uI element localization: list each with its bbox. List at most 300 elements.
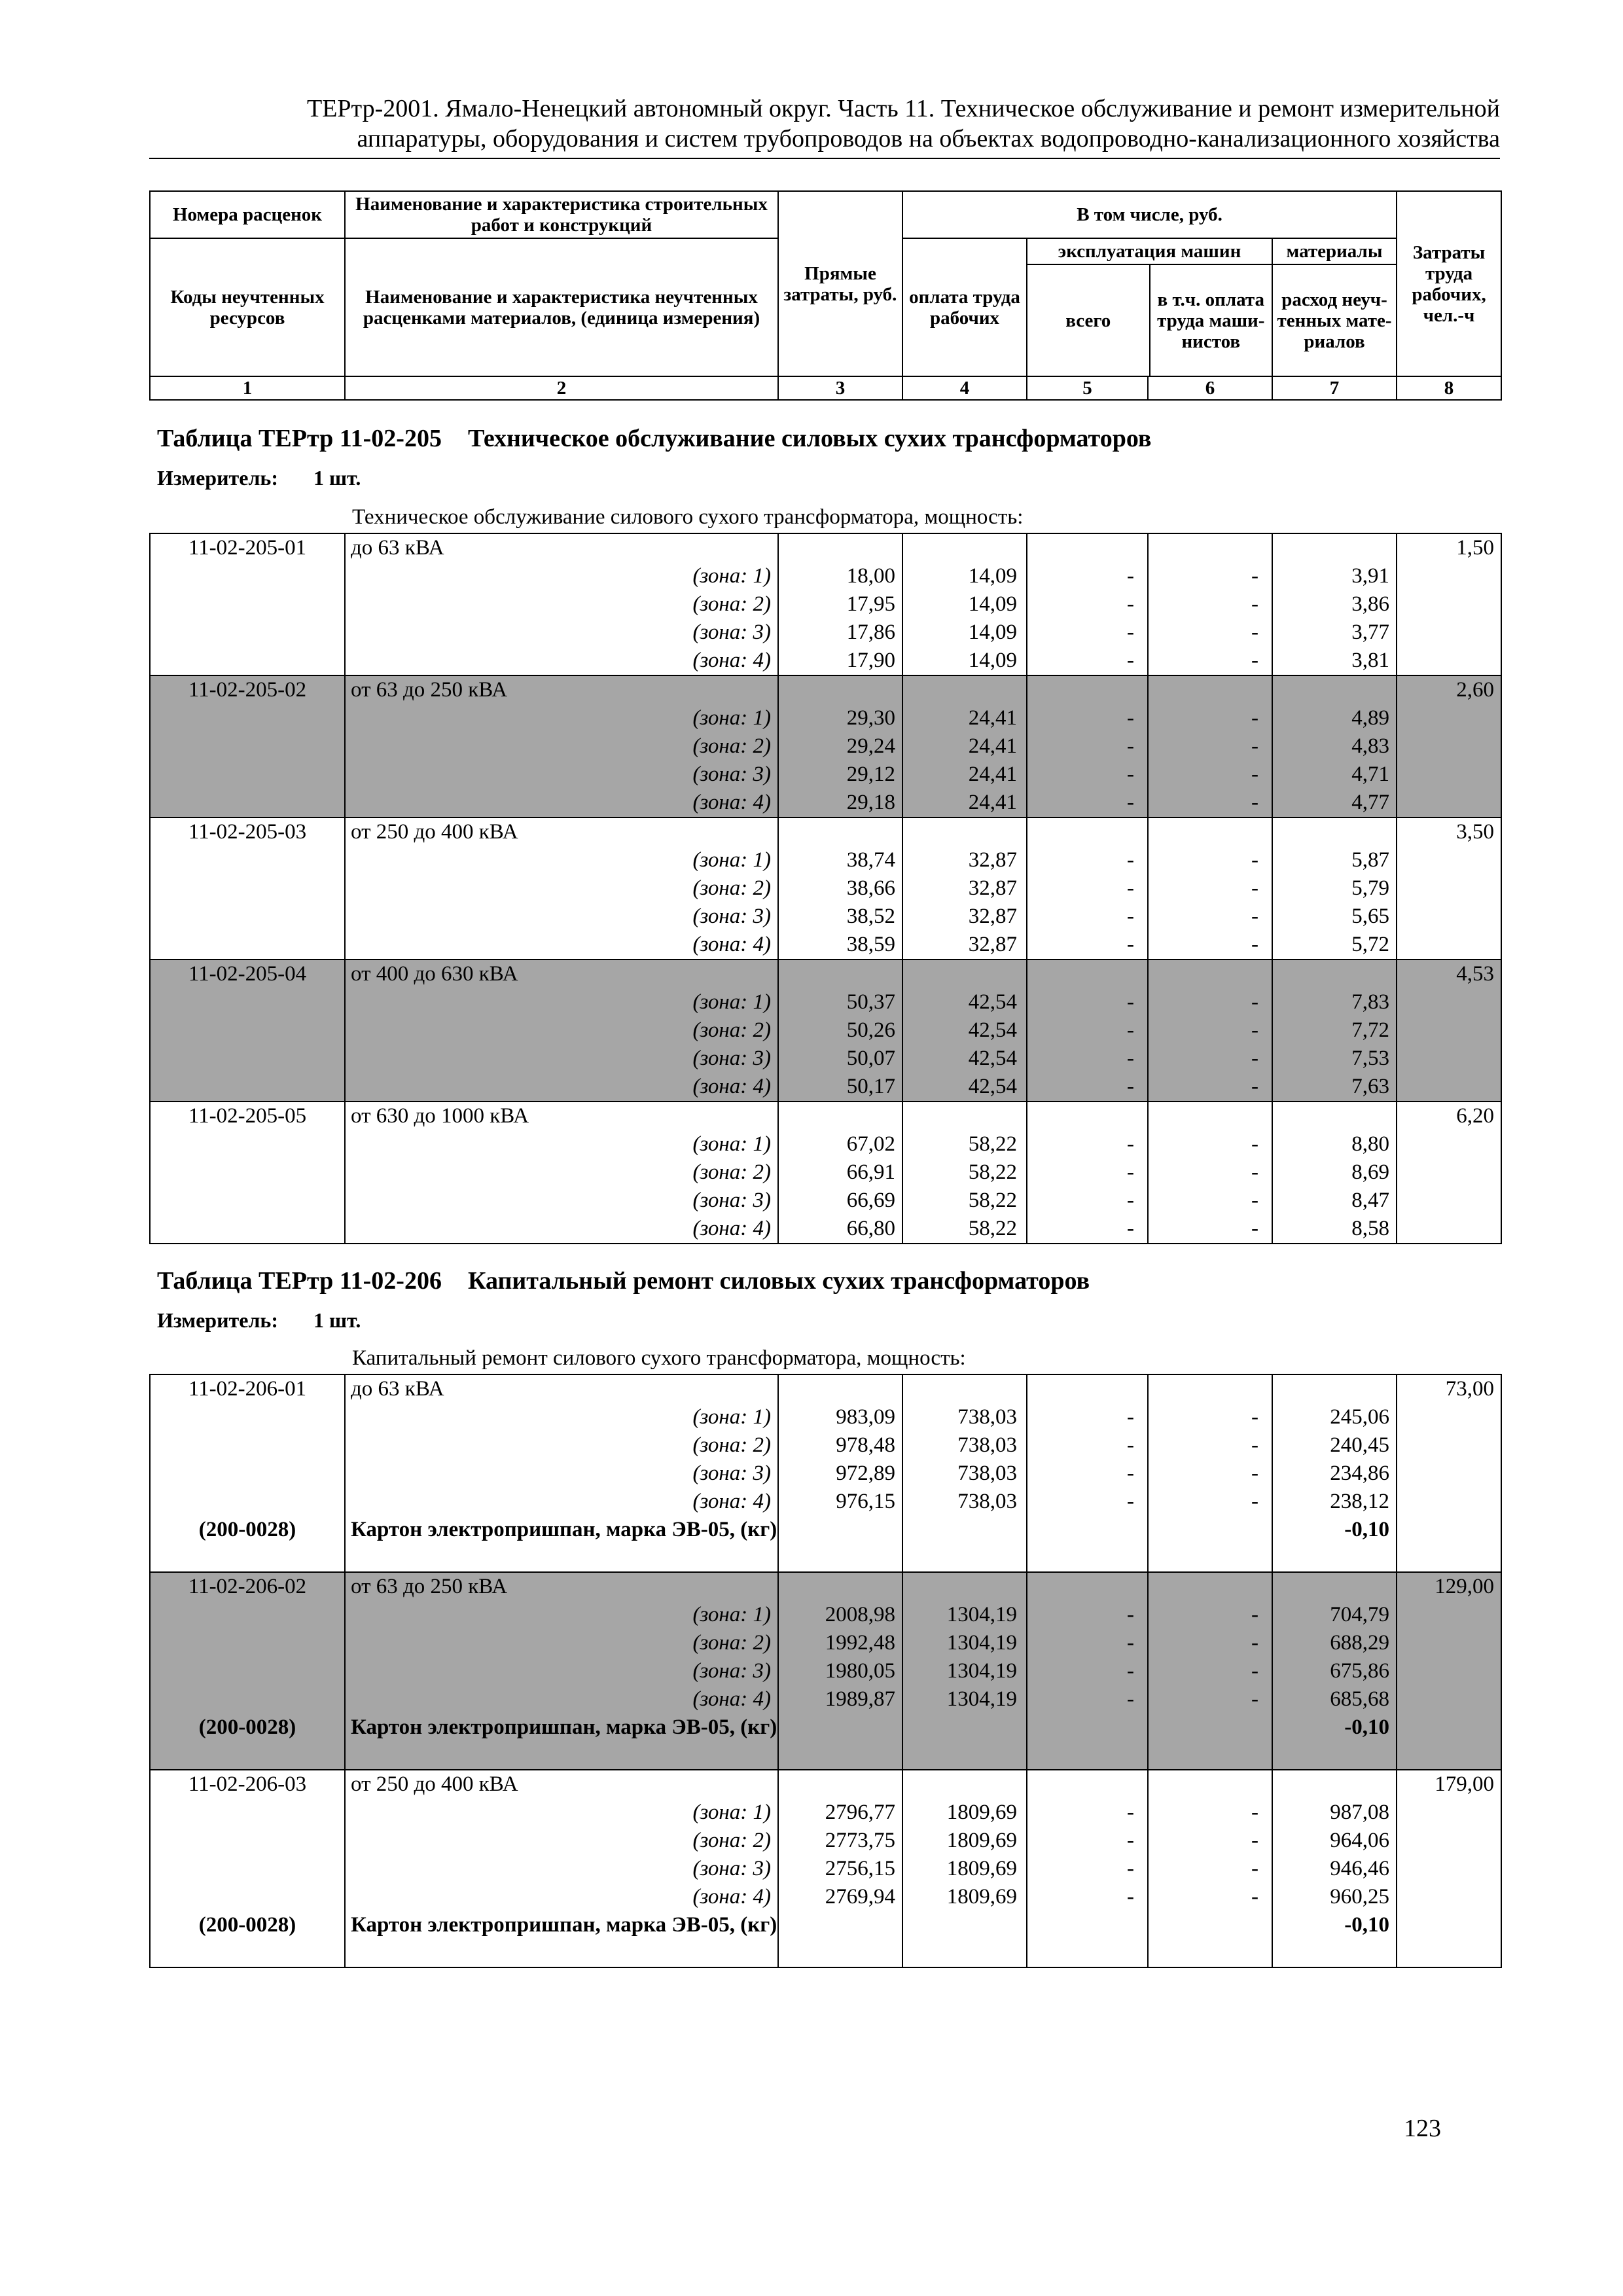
empty-cell bbox=[150, 1827, 345, 1855]
table-205-code: Таблица ТЕРтр 11-02-205 bbox=[157, 425, 442, 452]
labor-pay: 14,09 bbox=[902, 647, 1027, 675]
machine-total: - bbox=[1027, 1158, 1148, 1187]
materials: 245,06 bbox=[1272, 1403, 1397, 1431]
machine-labor: - bbox=[1148, 1158, 1272, 1187]
materials: 240,45 bbox=[1272, 1431, 1397, 1460]
materials: 8,58 bbox=[1272, 1215, 1397, 1244]
materials: 8,80 bbox=[1272, 1130, 1397, 1158]
labor-pay: 1304,19 bbox=[902, 1629, 1027, 1657]
direct-costs: 1980,05 bbox=[778, 1657, 902, 1685]
empty-cell bbox=[150, 1431, 345, 1460]
empty-cell bbox=[150, 1460, 345, 1488]
rate-row bbox=[150, 1102, 1501, 1130]
labor-pay: 42,54 bbox=[902, 988, 1027, 1016]
empty-cell bbox=[150, 789, 345, 817]
empty-cell bbox=[150, 761, 345, 789]
labor-pay: 1809,69 bbox=[902, 1855, 1027, 1883]
direct-costs: 978,48 bbox=[778, 1431, 902, 1460]
zone-label: (зона: 3) bbox=[345, 1657, 778, 1685]
zone-row bbox=[150, 1601, 1501, 1629]
materials: 675,86 bbox=[1272, 1657, 1397, 1685]
labor-pay: 24,41 bbox=[902, 761, 1027, 789]
table-206-intro: Капитальный ремонт силового сухого трансформатора, мощность: bbox=[352, 1346, 966, 1370]
header-line-2: аппаратуры, оборудования и систем трубопроводов на объектах водопроводно-канализационного хозяйства bbox=[357, 125, 1500, 152]
machine-labor: - bbox=[1148, 1073, 1272, 1102]
empty-cell bbox=[1027, 533, 1148, 562]
machine-labor: - bbox=[1148, 1016, 1272, 1045]
empty-cell bbox=[778, 1374, 902, 1403]
empty-cell bbox=[1148, 1102, 1272, 1130]
material-name: Картон электропришпан, марка ЭВ-05, (кг) bbox=[345, 1911, 778, 1967]
rate-row bbox=[150, 533, 1501, 562]
zone-label: (зона: 3) bbox=[345, 619, 778, 647]
col-rate-numbers: Номера расценок bbox=[150, 191, 345, 238]
labor-pay: 58,22 bbox=[902, 1158, 1027, 1187]
rate-name: от 63 до 250 кВА bbox=[345, 1572, 778, 1601]
rate-row bbox=[150, 1572, 1501, 1601]
empty-cell bbox=[1148, 1374, 1272, 1403]
col-number: 3 bbox=[778, 376, 902, 400]
zone-label: (зона: 3) bbox=[345, 761, 778, 789]
resource-code: (200-0028) bbox=[150, 1911, 345, 1967]
table-205-body bbox=[150, 533, 1501, 1244]
empty-cell bbox=[1397, 1073, 1501, 1102]
empty-cell bbox=[1027, 1102, 1148, 1130]
empty-cell bbox=[150, 647, 345, 675]
zone-row bbox=[150, 704, 1501, 732]
rate-code: 11-02-206-02 bbox=[150, 1572, 345, 1601]
empty-cell bbox=[150, 590, 345, 619]
machine-labor: - bbox=[1148, 1215, 1272, 1244]
zone-row bbox=[150, 590, 1501, 619]
empty-cell bbox=[778, 960, 902, 988]
machine-labor: - bbox=[1148, 1488, 1272, 1516]
col-number: 5 bbox=[1027, 376, 1148, 400]
zone-row bbox=[150, 874, 1501, 903]
empty-cell bbox=[902, 1102, 1027, 1130]
labor-pay: 32,87 bbox=[902, 874, 1027, 903]
empty-cell bbox=[1148, 533, 1272, 562]
col-resource-codes: Коды неучтенных ресурсов bbox=[150, 238, 345, 376]
empty-cell bbox=[150, 1215, 345, 1244]
empty-cell bbox=[1397, 1158, 1501, 1187]
rate-row bbox=[150, 1374, 1501, 1403]
materials: 5,65 bbox=[1272, 903, 1397, 931]
labor-pay: 1809,69 bbox=[902, 1799, 1027, 1827]
col-materials: материалы bbox=[1273, 239, 1396, 264]
labor-pay: 1304,19 bbox=[902, 1685, 1027, 1713]
empty-cell bbox=[778, 1911, 902, 1967]
direct-costs: 17,86 bbox=[778, 619, 902, 647]
empty-cell bbox=[1397, 1488, 1501, 1516]
empty-cell bbox=[150, 732, 345, 761]
materials: 4,83 bbox=[1272, 732, 1397, 761]
empty-cell bbox=[1027, 1770, 1148, 1799]
header-rule bbox=[149, 158, 1500, 159]
labor-pay: 738,03 bbox=[902, 1488, 1027, 1516]
column-header-table bbox=[149, 190, 1502, 401]
rate-row bbox=[150, 960, 1501, 988]
empty-cell bbox=[778, 533, 902, 562]
labor-pay: 42,54 bbox=[902, 1016, 1027, 1045]
direct-costs: 983,09 bbox=[778, 1403, 902, 1431]
machine-labor: - bbox=[1148, 1431, 1272, 1460]
col-machine-labor: в т.ч. оплата труда маши-нистов bbox=[1157, 289, 1265, 352]
empty-cell bbox=[150, 1130, 345, 1158]
machine-labor: - bbox=[1148, 619, 1272, 647]
zone-row bbox=[150, 1130, 1501, 1158]
direct-costs: 2756,15 bbox=[778, 1855, 902, 1883]
machine-total: - bbox=[1027, 1431, 1148, 1460]
empty-cell bbox=[1272, 817, 1397, 846]
empty-cell bbox=[1397, 1403, 1501, 1431]
rate-name: от 630 до 1000 кВА bbox=[345, 1102, 778, 1130]
machine-total: - bbox=[1027, 1488, 1148, 1516]
zone-label: (зона: 1) bbox=[345, 1130, 778, 1158]
materials: 946,46 bbox=[1272, 1855, 1397, 1883]
direct-costs: 17,95 bbox=[778, 590, 902, 619]
machine-total: - bbox=[1027, 1685, 1148, 1713]
empty-cell bbox=[1397, 1215, 1501, 1244]
empty-cell bbox=[1397, 1016, 1501, 1045]
col-work-name: Наименование и характеристика строительных работ и конструкций bbox=[345, 191, 778, 238]
zone-row bbox=[150, 1460, 1501, 1488]
rate-row bbox=[150, 817, 1501, 846]
direct-costs: 67,02 bbox=[778, 1130, 902, 1158]
material-row bbox=[150, 1713, 1501, 1770]
empty-cell bbox=[150, 1016, 345, 1045]
zone-row bbox=[150, 1488, 1501, 1516]
zone-row bbox=[150, 1215, 1501, 1244]
table-206 bbox=[149, 1374, 1502, 1968]
table-206-unit bbox=[157, 1308, 361, 1333]
machine-labor: - bbox=[1148, 1883, 1272, 1911]
machine-total: - bbox=[1027, 1855, 1148, 1883]
zone-row bbox=[150, 761, 1501, 789]
empty-cell bbox=[1397, 874, 1501, 903]
rate-name: от 250 до 400 кВА bbox=[345, 1770, 778, 1799]
rate-code: 11-02-205-05 bbox=[150, 1102, 345, 1130]
rate-name: до 63 кВА bbox=[345, 533, 778, 562]
labor-costs: 1,50 bbox=[1397, 533, 1501, 562]
machine-total: - bbox=[1027, 903, 1148, 931]
materials: 704,79 bbox=[1272, 1601, 1397, 1629]
col-number: 7 bbox=[1272, 376, 1397, 400]
empty-cell bbox=[1397, 1460, 1501, 1488]
machine-total: - bbox=[1027, 1016, 1148, 1045]
machine-labor: - bbox=[1148, 1130, 1272, 1158]
zone-label: (зона: 3) bbox=[345, 1045, 778, 1073]
materials: 960,25 bbox=[1272, 1883, 1397, 1911]
empty-cell bbox=[1148, 1516, 1272, 1572]
empty-cell bbox=[150, 1685, 345, 1713]
empty-cell bbox=[150, 1158, 345, 1187]
labor-pay: 24,41 bbox=[902, 704, 1027, 732]
table-205-heading bbox=[157, 424, 1151, 453]
col-materials-unaccounted: расход неуч-тенных мате-риалов bbox=[1277, 289, 1392, 352]
table-206-heading bbox=[157, 1266, 1090, 1295]
zone-label: (зона: 4) bbox=[345, 1073, 778, 1102]
empty-cell bbox=[778, 1572, 902, 1601]
page-number: 123 bbox=[1404, 2115, 1441, 2142]
zone-label: (зона: 2) bbox=[345, 1158, 778, 1187]
col-labor-pay: оплата труда рабочих bbox=[902, 238, 1027, 376]
machine-labor: - bbox=[1148, 1657, 1272, 1685]
machine-total: - bbox=[1027, 789, 1148, 817]
labor-pay: 738,03 bbox=[902, 1460, 1027, 1488]
machine-labor: - bbox=[1148, 732, 1272, 761]
zone-row bbox=[150, 1431, 1501, 1460]
materials: 3,86 bbox=[1272, 590, 1397, 619]
zone-row bbox=[150, 647, 1501, 675]
materials: 8,69 bbox=[1272, 1158, 1397, 1187]
empty-cell bbox=[150, 846, 345, 874]
empty-cell bbox=[1027, 1713, 1148, 1770]
empty-cell bbox=[150, 1883, 345, 1911]
unit-value: 1 шт. bbox=[313, 466, 361, 490]
zone-row bbox=[150, 1158, 1501, 1187]
col-including: В том числе, руб. bbox=[902, 191, 1397, 238]
rate-name: до 63 кВА bbox=[345, 1374, 778, 1403]
machine-total: - bbox=[1027, 1045, 1148, 1073]
machine-total: - bbox=[1027, 874, 1148, 903]
empty-cell bbox=[1397, 619, 1501, 647]
materials: 238,12 bbox=[1272, 1488, 1397, 1516]
empty-cell bbox=[902, 1911, 1027, 1967]
direct-costs: 18,00 bbox=[778, 562, 902, 590]
rate-name: от 250 до 400 кВА bbox=[345, 817, 778, 846]
labor-costs: 2,60 bbox=[1397, 675, 1501, 704]
empty-cell bbox=[1397, 1883, 1501, 1911]
empty-cell bbox=[1397, 1827, 1501, 1855]
table-206-title: Капитальный ремонт силовых сухих трансформаторов bbox=[467, 1267, 1090, 1295]
materials: 5,79 bbox=[1272, 874, 1397, 903]
zone-label: (зона: 3) bbox=[345, 1855, 778, 1883]
zone-row bbox=[150, 1657, 1501, 1685]
rate-code: 11-02-206-01 bbox=[150, 1374, 345, 1403]
labor-pay: 32,87 bbox=[902, 846, 1027, 874]
empty-cell bbox=[1148, 1713, 1272, 1770]
direct-costs: 17,90 bbox=[778, 647, 902, 675]
page-header bbox=[149, 94, 1500, 154]
empty-cell bbox=[150, 1073, 345, 1102]
empty-cell bbox=[150, 1629, 345, 1657]
empty-cell bbox=[150, 619, 345, 647]
direct-costs: 2773,75 bbox=[778, 1827, 902, 1855]
empty-cell bbox=[150, 874, 345, 903]
direct-costs: 1992,48 bbox=[778, 1629, 902, 1657]
empty-cell bbox=[1272, 1770, 1397, 1799]
labor-pay: 1809,69 bbox=[902, 1827, 1027, 1855]
machine-total: - bbox=[1027, 619, 1148, 647]
machine-labor: - bbox=[1148, 1403, 1272, 1431]
direct-costs: 2769,94 bbox=[778, 1883, 902, 1911]
empty-cell bbox=[1397, 1516, 1501, 1572]
empty-cell bbox=[1397, 761, 1501, 789]
machine-labor: - bbox=[1148, 846, 1272, 874]
materials: 987,08 bbox=[1272, 1799, 1397, 1827]
empty-cell bbox=[150, 704, 345, 732]
empty-cell bbox=[778, 817, 902, 846]
rate-code: 11-02-206-03 bbox=[150, 1770, 345, 1799]
col-number: 1 bbox=[150, 376, 345, 400]
zone-label: (зона: 4) bbox=[345, 1883, 778, 1911]
zone-label: (зона: 4) bbox=[345, 931, 778, 960]
zone-label: (зона: 1) bbox=[345, 1601, 778, 1629]
zone-label: (зона: 2) bbox=[345, 1629, 778, 1657]
labor-pay: 738,03 bbox=[902, 1431, 1027, 1460]
empty-cell bbox=[1397, 562, 1501, 590]
direct-costs: 29,24 bbox=[778, 732, 902, 761]
zone-row bbox=[150, 1827, 1501, 1855]
unit-value: 1 шт. bbox=[313, 1308, 361, 1332]
direct-costs: 29,18 bbox=[778, 789, 902, 817]
zone-row bbox=[150, 1855, 1501, 1883]
zone-label: (зона: 4) bbox=[345, 1215, 778, 1244]
zone-row bbox=[150, 1045, 1501, 1073]
machine-total: - bbox=[1027, 1799, 1148, 1827]
zone-label: (зона: 1) bbox=[345, 1403, 778, 1431]
zone-row bbox=[150, 1799, 1501, 1827]
empty-cell bbox=[902, 675, 1027, 704]
zone-label: (зона: 2) bbox=[345, 590, 778, 619]
empty-cell bbox=[150, 903, 345, 931]
zone-row bbox=[150, 1403, 1501, 1431]
zone-label: (зона: 2) bbox=[345, 732, 778, 761]
labor-pay: 14,09 bbox=[902, 619, 1027, 647]
labor-costs: 73,00 bbox=[1397, 1374, 1501, 1403]
empty-cell bbox=[150, 1187, 345, 1215]
zone-row bbox=[150, 619, 1501, 647]
empty-cell bbox=[1397, 1187, 1501, 1215]
labor-pay: 14,09 bbox=[902, 590, 1027, 619]
machine-labor: - bbox=[1148, 931, 1272, 960]
col-number: 6 bbox=[1148, 376, 1272, 400]
zone-label: (зона: 4) bbox=[345, 789, 778, 817]
direct-costs: 1989,87 bbox=[778, 1685, 902, 1713]
machine-total: - bbox=[1027, 562, 1148, 590]
machine-labor: - bbox=[1148, 761, 1272, 789]
direct-costs: 2796,77 bbox=[778, 1799, 902, 1827]
header-line-1: ТЕРтр-2001. Ямало-Ненецкий автономный округ. Часть 11. Техническое обслуживание и ремонт измерительной bbox=[307, 95, 1500, 122]
machine-labor: - bbox=[1148, 1460, 1272, 1488]
empty-cell bbox=[150, 1657, 345, 1685]
zone-label: (зона: 3) bbox=[345, 1460, 778, 1488]
empty-cell bbox=[1027, 1516, 1148, 1572]
machine-total: - bbox=[1027, 1130, 1148, 1158]
empty-cell bbox=[1272, 1572, 1397, 1601]
materials: 5,87 bbox=[1272, 846, 1397, 874]
machine-labor: - bbox=[1148, 1045, 1272, 1073]
direct-costs: 38,52 bbox=[778, 903, 902, 931]
empty-cell bbox=[1397, 1855, 1501, 1883]
labor-costs: 3,50 bbox=[1397, 817, 1501, 846]
materials: 3,91 bbox=[1272, 562, 1397, 590]
labor-costs: 6,20 bbox=[1397, 1102, 1501, 1130]
empty-cell bbox=[1397, 846, 1501, 874]
empty-cell bbox=[1027, 1911, 1148, 1967]
rate-code: 11-02-205-02 bbox=[150, 675, 345, 704]
machine-labor: - bbox=[1148, 1629, 1272, 1657]
direct-costs: 29,12 bbox=[778, 761, 902, 789]
empty-cell bbox=[1397, 1657, 1501, 1685]
empty-cell bbox=[1272, 960, 1397, 988]
zone-label: (зона: 3) bbox=[345, 903, 778, 931]
empty-cell bbox=[1397, 590, 1501, 619]
material-consumption: -0,10 bbox=[1272, 1911, 1397, 1967]
rate-row bbox=[150, 1770, 1501, 1799]
labor-pay: 58,22 bbox=[902, 1215, 1027, 1244]
direct-costs: 50,26 bbox=[778, 1016, 902, 1045]
col-machine-operation: эксплуатация машин bbox=[1027, 239, 1272, 264]
machine-total: - bbox=[1027, 1883, 1148, 1911]
rate-code: 11-02-205-01 bbox=[150, 533, 345, 562]
machine-total: - bbox=[1027, 1629, 1148, 1657]
machine-total: - bbox=[1027, 1187, 1148, 1215]
machine-labor: - bbox=[1148, 562, 1272, 590]
empty-cell bbox=[778, 1516, 902, 1572]
direct-costs: 50,37 bbox=[778, 988, 902, 1016]
empty-cell bbox=[1397, 903, 1501, 931]
machine-labor: - bbox=[1148, 704, 1272, 732]
direct-costs: 38,74 bbox=[778, 846, 902, 874]
direct-costs: 50,07 bbox=[778, 1045, 902, 1073]
empty-cell bbox=[902, 1516, 1027, 1572]
empty-cell bbox=[1397, 988, 1501, 1016]
material-consumption: -0,10 bbox=[1272, 1516, 1397, 1572]
empty-cell bbox=[778, 675, 902, 704]
table-205-unit bbox=[157, 466, 361, 490]
machine-labor: - bbox=[1148, 988, 1272, 1016]
materials: 7,63 bbox=[1272, 1073, 1397, 1102]
machine-labor: - bbox=[1148, 1187, 1272, 1215]
unit-label: Измеритель: bbox=[157, 1308, 278, 1332]
zone-row bbox=[150, 846, 1501, 874]
materials: 3,77 bbox=[1272, 619, 1397, 647]
labor-pay: 24,41 bbox=[902, 732, 1027, 761]
unit-label: Измеритель: bbox=[157, 466, 278, 490]
empty-cell bbox=[1397, 931, 1501, 960]
machine-total: - bbox=[1027, 1657, 1148, 1685]
col-number: 8 bbox=[1397, 376, 1501, 400]
materials: 685,68 bbox=[1272, 1685, 1397, 1713]
labor-pay: 1809,69 bbox=[902, 1883, 1027, 1911]
rate-code: 11-02-205-04 bbox=[150, 960, 345, 988]
zone-label: (зона: 2) bbox=[345, 1431, 778, 1460]
empty-cell bbox=[1148, 817, 1272, 846]
machine-total: - bbox=[1027, 1073, 1148, 1102]
zone-label: (зона: 2) bbox=[345, 1827, 778, 1855]
empty-cell bbox=[1397, 1799, 1501, 1827]
empty-cell bbox=[778, 1770, 902, 1799]
empty-cell bbox=[1027, 1572, 1148, 1601]
labor-pay: 32,87 bbox=[902, 931, 1027, 960]
table-206-code: Таблица ТЕРтр 11-02-206 bbox=[157, 1267, 442, 1295]
machine-total: - bbox=[1027, 590, 1148, 619]
materials: 964,06 bbox=[1272, 1827, 1397, 1855]
col-labor-costs: Затраты труда рабочих, чел.-ч bbox=[1397, 191, 1501, 376]
empty-cell bbox=[1148, 1911, 1272, 1967]
labor-pay: 1304,19 bbox=[902, 1601, 1027, 1629]
empty-cell bbox=[1272, 1102, 1397, 1130]
empty-cell bbox=[150, 988, 345, 1016]
materials: 688,29 bbox=[1272, 1629, 1397, 1657]
zone-row bbox=[150, 931, 1501, 960]
empty-cell bbox=[902, 1713, 1027, 1770]
direct-costs: 50,17 bbox=[778, 1073, 902, 1102]
labor-pay: 738,03 bbox=[902, 1403, 1027, 1431]
table-205 bbox=[149, 533, 1502, 1244]
